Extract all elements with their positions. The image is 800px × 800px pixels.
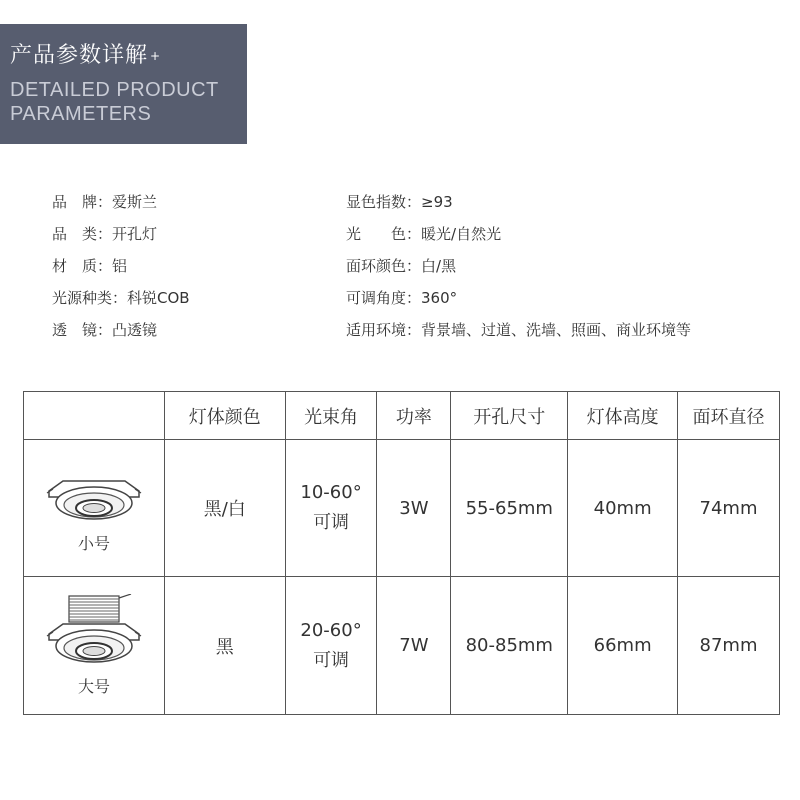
spec-row-light-color — [346, 218, 691, 250]
product-name-small: 小号 — [77, 533, 110, 553]
spec-row-ring-color — [346, 250, 691, 282]
spec-value: 暖光/自然光 — [421, 225, 502, 243]
table-header-cell: 功率 — [377, 392, 451, 440]
product-cell-large — [24, 577, 165, 715]
header-plus-mark: + — [150, 49, 162, 63]
spec-row-environment — [346, 314, 691, 346]
header-title-en — [10, 78, 247, 126]
header-banner — [0, 24, 247, 144]
spec-row-material — [52, 250, 190, 282]
spec-label: 光源种类： — [52, 289, 128, 307]
color-cell: 黑 — [164, 577, 285, 715]
table-header-cell: 开孔尺寸 — [451, 392, 568, 440]
color-cell: 黑/白 — [164, 440, 285, 577]
parameter-table — [23, 391, 780, 715]
power-cell: 7W — [377, 577, 451, 715]
spec-value: ≥93 — [421, 193, 453, 211]
spec-row-adjust-angle — [346, 282, 691, 314]
table-header-row — [24, 392, 780, 440]
spec-label: 品 类： — [52, 225, 113, 243]
height-cell: 40mm — [568, 440, 678, 577]
spec-row-cri — [346, 186, 691, 218]
product-cell-small — [24, 440, 165, 577]
spec-row-lens — [52, 314, 190, 346]
spec-label: 透 镜： — [52, 321, 113, 339]
spec-label: 品 牌： — [52, 193, 113, 211]
spec-value: 开孔灯 — [112, 225, 158, 243]
table-header-cell — [24, 392, 165, 440]
spec-list-left — [52, 186, 190, 346]
table-header-cell: 灯体颜色 — [164, 392, 285, 440]
cutout-cell: 55-65mm — [451, 440, 568, 577]
table-header-cell: 面环直径 — [678, 392, 780, 440]
spec-value: 铝 — [112, 257, 128, 275]
spec-row-brand — [52, 186, 190, 218]
diameter-cell: 87mm — [678, 577, 780, 715]
table-header-cell: 灯体高度 — [568, 392, 678, 440]
beam-angle-value: 10-60° — [300, 482, 362, 503]
header-title-cn-text: 产品参数详解 — [10, 43, 149, 68]
spec-label: 面环颜色： — [346, 257, 422, 275]
spec-value: 爱斯兰 — [112, 193, 158, 211]
spec-row-light-source — [52, 282, 190, 314]
spec-label: 可调角度： — [346, 289, 422, 307]
spec-value: 凸透镜 — [112, 321, 158, 339]
header-title-en-line2: PARAMETERS — [10, 103, 152, 125]
large-downlight-icon — [39, 594, 149, 670]
product-name-large: 大号 — [77, 677, 110, 696]
beam-angle-value: 20-60° — [300, 619, 362, 641]
spec-row-category — [52, 218, 190, 250]
beam-angle-cell — [285, 577, 377, 715]
spec-list-right — [346, 186, 691, 346]
beam-angle-note: 可调 — [313, 512, 350, 533]
spec-label: 适用环境： — [346, 321, 422, 339]
spec-value: 360° — [421, 289, 458, 307]
spec-label: 显色指数： — [346, 193, 422, 211]
header-title-cn — [10, 42, 247, 70]
spec-value: 背景墙、过道、洗墙、照画、商业环境等 — [421, 321, 692, 339]
power-cell: 3W — [377, 440, 451, 577]
header-title-en-line1: DETAILED PRODUCT — [10, 79, 219, 101]
diameter-cell: 74mm — [678, 440, 780, 577]
height-cell: 66mm — [568, 577, 678, 715]
spec-label: 光 色： — [346, 225, 422, 243]
table-row — [24, 577, 780, 715]
spec-value: 科锐COB — [127, 289, 190, 307]
cutout-cell: 80-85mm — [451, 577, 568, 715]
beam-angle-cell — [285, 440, 377, 577]
table-row — [24, 440, 780, 577]
table-header-cell: 光束角 — [285, 392, 377, 440]
beam-angle-note: 可调 — [313, 649, 350, 671]
spec-value: 白/黑 — [421, 257, 457, 275]
spec-label: 材 质： — [52, 257, 113, 275]
small-downlight-icon — [39, 463, 149, 527]
